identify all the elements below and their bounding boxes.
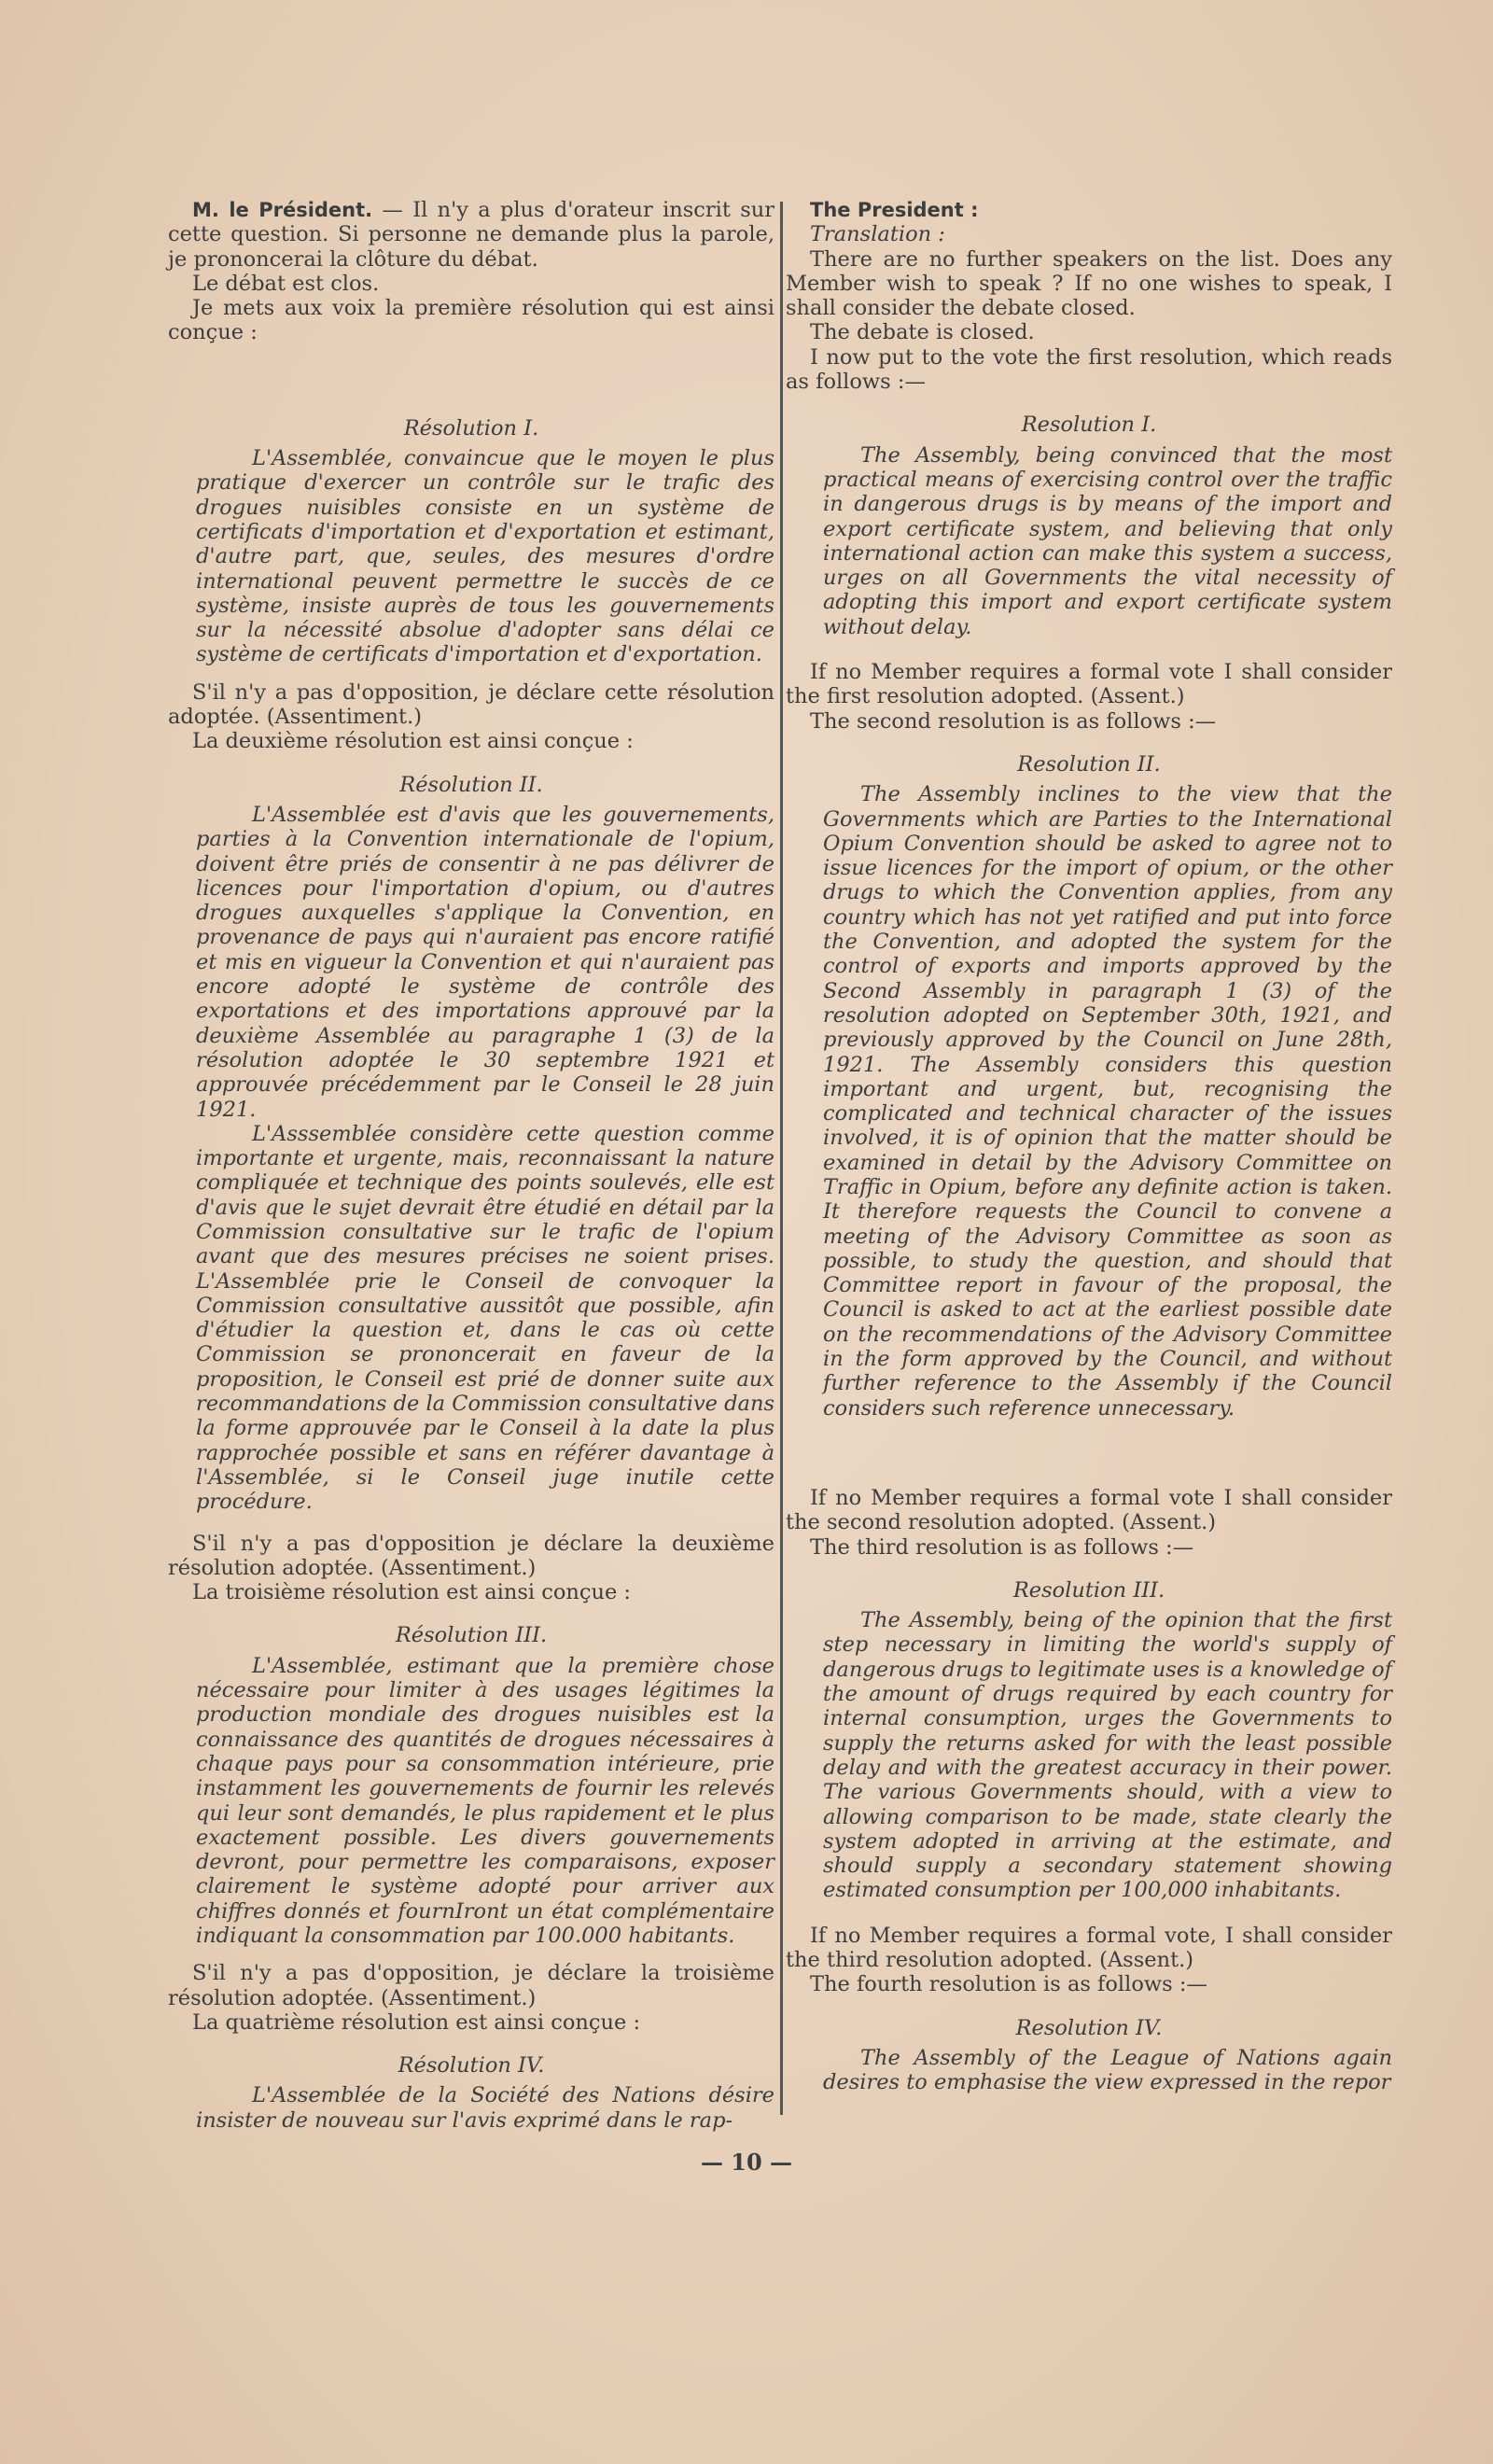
resolution-2-text-en: The Assembly inclines to the view that the Governments which are Parties to the International Opium Convention should be asked to agree not to issue licences for the import of opium, or the other drugs to which the Convention applies, from any country which has not yet ratified and put into force the Convention, and adopted the system for the control of exports and imports approved by the Second Assembly in paragraph 1 (3) of the resolution adopted on September 30th, 1921, and previously approved by the Council on June 28th, 1921. The Assembly considers this question important and urgent, but, recognising the complicated and technical character of the issues involved, it is of opinion that the matter should be examined in detail by the Advisory Committee on Traffic in Opium, before any definite action is taken. It therefore requests the Council to convene a meeting of the Advisory Committee as soon as possible, to study the question, and should that Committee report in favour of the proposal, the Council is asked to act at the earliest possible date on the recommendations of the Advisory Committee in the form approved by the Council, and without further reference to the Assembly if the Council considers such reference unnecessary. bbox=[823, 782, 1392, 1421]
french-column bbox=[168, 198, 774, 2133]
resolution-1-heading-fr: Résolution I. bbox=[403, 415, 539, 441]
next-resolution-3-en: The third resolution is as follows :— bbox=[810, 1534, 1194, 1560]
president-statement-fr: M. le Président. — Il n'y a plus d'orateur inscrit sur cette question. Si personne ne demande plus la parole, je prononcerai la clôture du débat. bbox=[168, 198, 774, 272]
next-resolution-4-fr: La quatrième résolution est ainsi conçue : bbox=[192, 2009, 641, 2035]
resolution-1-text-fr: L'Assemblée, convaincue que le moyen le plus pratique d'exercer un contrôle sur le trafic des drogues nuisibles consiste en un système de certificats d'importation et d'exportation et estimant, d'autre part, que, seules, des mesures d'ordre international peuvent permettre le succès de ce système, insiste auprès de tous les gouvernements sur la nécessité absolue d'adopter sans délai ce système de certificats d'importation et d'exportation. bbox=[196, 446, 774, 667]
resolution-4-heading-en: Resolution IV. bbox=[1015, 2015, 1163, 2040]
adoption-3-en: If no Member requires a formal vote, I shall consider the third resolution adopted. (Assent.) bbox=[786, 1923, 1392, 1972]
adoption-1-fr: S'il n'y a pas d'opposition, je déclare cette résolution adoptée. (Assentiment.) bbox=[168, 679, 774, 730]
translation-label: Translation : bbox=[810, 222, 945, 247]
next-resolution-3-fr: La troisième résolution est ainsi conçue : bbox=[192, 1580, 632, 1605]
next-resolution-2-fr: La deuxième résolution est ainsi conçue : bbox=[192, 729, 634, 754]
speaker-label-fr: M. le Président. bbox=[192, 199, 373, 221]
adoption-2-en: If no Member requires a formal vote I shall consider the second resolution adopted. (Assent.) bbox=[786, 1485, 1392, 1535]
resolution-4-text-en: The Assembly of the League of Nations again desires to emphasise the view expressed in the repor bbox=[823, 2045, 1392, 2095]
next-resolution-2-en: The second resolution is as follows :— bbox=[810, 708, 1217, 734]
resolution-2-heading-fr: Résolution II. bbox=[399, 772, 543, 797]
adoption-1-en: If no Member requires a formal vote I shall consider the first resolution adopted. (Assent.) bbox=[786, 660, 1392, 709]
vote-intro-fr: Je mets aux voix la première résolution qui est ainsi conçue : bbox=[168, 296, 774, 345]
resolution-3-heading-fr: Résolution III. bbox=[395, 1623, 548, 1648]
resolution-3-text-fr: L'Assemblée, estimant que la première chose nécessaire pour limiter à des usages légitimes la production mondiale des drogues nuisibles est la connaissance des quantités de drogues nécessaires à chaque pays pour sa consommation intérieure, prie instamment les gouvernements de fournir les relevés qui leur sont demandés, le plus rapidement et le plus exactement possible. Les divers gouvernements devront, pour permettre les comparaisons, exposer clairement le système adopté pour arriver aux chiffres donnés et fournIront un état complémentaire indiquant la consommation par 100.000 habitants. bbox=[196, 1653, 774, 1948]
debate-closed-en: The debate is closed. bbox=[810, 320, 1035, 345]
resolution-1-heading-en: Resolution I. bbox=[1021, 413, 1157, 438]
resolution-1-text-en: The Assembly, being convinced that the most practical means of exercising control over the traffic in dangerous drugs is by means of the import and export certificate system, and believing that only international action can make this system a success, urges on all Governments the vital necessity of adopting this import and export certificate system without delay. bbox=[823, 442, 1392, 639]
president-statement-en: There are no further speakers on the list. Does any Member wish to speak ? If no one wishes to speak, I shall consider the debate closed. bbox=[786, 246, 1392, 321]
resolution-4-heading-fr: Résolution IV. bbox=[398, 2053, 545, 2079]
resolution-4-text-fr: L'Assemblée de la Société des Nations désire insister de nouveau sur l'avis exprimé dans le rap- bbox=[196, 2083, 774, 2133]
english-column bbox=[786, 198, 1392, 2094]
page-number: — 10 — bbox=[700, 2149, 793, 2176]
resolution-2-text1-fr: L'Assemblée est d'avis que les gouvernements, parties à la Convention internationale de l'opium, doivent être priés de consentir à ne pas délivrer de licences pour l'importation d'opium, ou d'autres drogues auxquelles s'applique la Convention, en provenance de pays qui n'auraient pas encore ratifié et mis en vigueur la Convention et qui n'auraient pas encore adopté le système de contrôle des exportations et des importations approuvé par la deuxième Assemblée au paragraphe 1 (3) de la résolution adoptée le 30 septembre 1921 et approuvée précédemment par le Conseil le 28 juin 1921. bbox=[196, 802, 774, 1122]
adoption-2-fr: S'il n'y a pas d'opposition je déclare la deuxième résolution adoptée. (Assentiment.) bbox=[168, 1531, 774, 1580]
resolution-3-text-en: The Assembly, being of the opinion that the first step necessary in limiting the world's supply of dangerous drugs to legitimate uses is a knowledge of the amount of drugs required by each country for internal consumption, urges the Governments to supply the returns asked for with the least possible delay and with the greatest accuracy in their power. The various Governments should, with a view to allowing comparison to be made, state clearly the system adopted in arriving at the estimate, and should supply a secondary statement showing estimated consumption per 100,000 inhabitants. bbox=[823, 1608, 1392, 1903]
resolution-3-heading-en: Resolution III. bbox=[1012, 1577, 1165, 1603]
column-divider bbox=[780, 202, 783, 2115]
next-resolution-4-en: The fourth resolution is as follows :— bbox=[810, 1972, 1207, 1997]
vote-intro-en: I now put to the vote the first resolution, which reads as follows :— bbox=[786, 344, 1392, 395]
adoption-3-fr: S'il n'y a pas d'opposition, je déclare la troisième résolution adoptée. (Assentiment.) bbox=[168, 1961, 774, 2010]
resolution-2-heading-en: Resolution II. bbox=[1017, 751, 1161, 777]
debate-closed-fr: Le débat est clos. bbox=[192, 271, 380, 296]
speaker-label-en: The President : bbox=[810, 199, 979, 221]
resolution-2-text2-fr: L'Asssemblée considère cette question comme importante et urgente, mais, reconnaissant la nature compliquée et technique des points soulevés, elle est d'avis que le sujet devrait être étudié en détail par la Commission consultative sur le trafic de l'opium avant que des mesures précises ne soient prises. L'Assemblée prie le Conseil de convoquer la Commission consultative aussitôt que possible, afin d'étudier la question et, dans le cas où cette Commission se prononcerait en faveur de la proposition, le Conseil est prié de donner suite aux recommandations de la Commission consultative dans la forme approuvée par le Conseil à la date la plus rapprochée possible et sans en référer davantage à l'Assemblée, si le Conseil juge inutile cette procédure. bbox=[196, 1121, 774, 1515]
